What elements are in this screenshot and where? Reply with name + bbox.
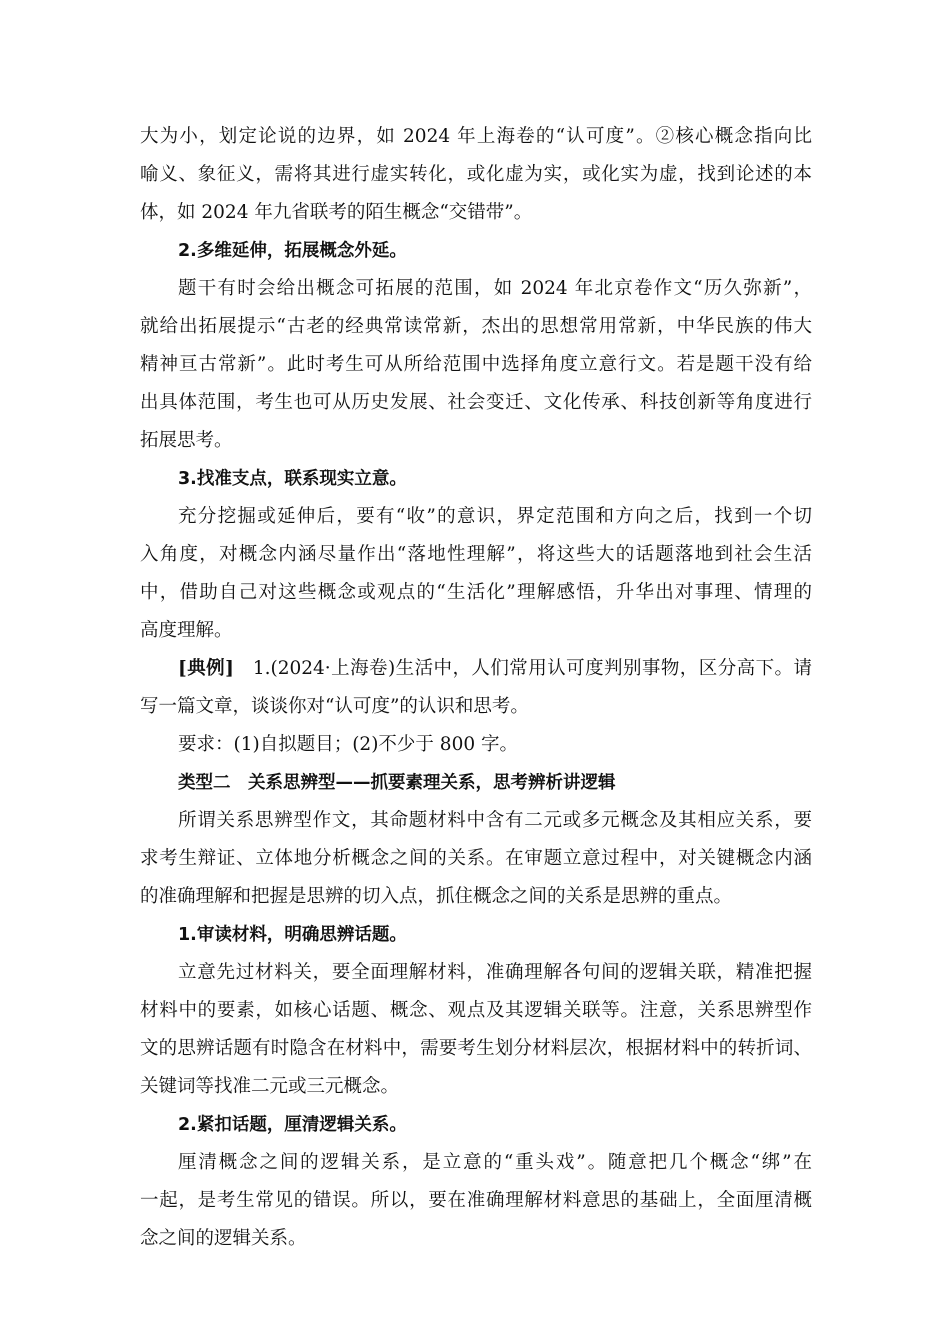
paragraph-line: 厘清概念之间的逻辑关系，是立意的“重头戏”。随意把几个概念“绑”在: [178, 1152, 812, 1173]
paragraph-line: 就给出拓展提示“古老的经典常读常新，杰出的思想常用常新，中华民族的伟大: [140, 316, 812, 337]
paragraph-line: 充分挖掘或延伸后，要有“收”的意识，界定范围和方向之后，找到一个切: [178, 506, 812, 527]
document-page: [140, 118, 812, 1258]
paragraph-line: 的准确理解和把握是思辨的切入点，抓住概念之间的关系是思辨的重点。: [140, 886, 733, 907]
paragraph-line: 中，借助自己对这些概念或观点的“生活化”理解感悟，升华出对事理、情理的: [140, 582, 812, 603]
paragraph-line: 文的思辨话题有时隐含在材料中，需要考生划分材料层次，根据材料中的转折词、: [140, 1038, 812, 1059]
section-heading: 2.多维延伸，拓展概念外延。: [178, 241, 407, 261]
paragraph-line: 求考生辩证、立体地分析概念之间的关系。在审题立意过程中，对关键概念内涵: [140, 848, 812, 869]
section-heading: 2.紧扣话题，厘清逻辑关系。: [178, 1115, 407, 1135]
paragraph-line: 入角度，对概念内涵尽量作出“落地性理解”，将这些大的话题落地到社会生活: [140, 544, 812, 565]
paragraph-line: 立意先过材料关，要全面理解材料，准确理解各句间的逻辑关联，精准把握: [178, 962, 812, 983]
paragraph-line: 念之间的逻辑关系。: [140, 1228, 307, 1249]
paragraph-line: 精神亘古常新”。此时考生可从所给范围中选择角度立意行文。若是题干没有给: [140, 354, 812, 375]
paragraph-line: 体，如 2024 年九省联考的陌生概念“交错带”。: [140, 202, 533, 223]
paragraph-line: 关键词等找准二元或三元概念。: [140, 1076, 400, 1097]
example-line: [140, 650, 812, 688]
paragraph-line: 大为小，划定论说的边界，如 2024 年上海卷的“认可度”。②核心概念指向比: [140, 126, 812, 147]
paragraph-line: 题干有时会给出概念可拓展的范围，如 2024 年北京卷作文“历久弥新”，: [178, 278, 812, 299]
paragraph-line: 喻义、象征义，需将其进行虚实转化，或化虚为实，或化实为虚，找到论述的本: [140, 164, 812, 185]
paragraph-line: 出具体范围，考生也可从历史发展、社会变迁、文化传承、科技创新等角度进行: [140, 392, 812, 413]
paragraph-line: 写一篇文章，谈谈你对“认可度”的认识和思考。: [140, 696, 529, 717]
example-label: [典例]: [178, 658, 234, 679]
paragraph-line: 材料中的要素，如核心话题、概念、观点及其逻辑关联等。注意，关系思辨型作: [140, 1000, 812, 1021]
paragraph-line: 所谓关系思辨型作文，其命题材料中含有二元或多元概念及其相应关系，要: [178, 810, 812, 831]
paragraph-line: 高度理解。: [140, 620, 233, 641]
section-heading: 1.审读材料，明确思辨话题。: [178, 925, 407, 945]
paragraph-line: 拓展思考。: [140, 430, 233, 451]
type-heading: 类型二 关系思辨型——抓要素理关系，思考辨析讲逻辑: [178, 773, 616, 793]
requirement-line: 要求：(1)自拟题目；(2)不少于 800 字。: [178, 734, 518, 755]
example-text: 1.(2024·上海卷)生活中，人们常用认可度判别事物，区分高下。请: [252, 658, 812, 679]
paragraph-line: 一起，是考生常见的错误。所以，要在准确理解材料意思的基础上，全面厘清概: [140, 1190, 812, 1211]
section-heading: 3.找准支点，联系现实立意。: [178, 469, 407, 489]
